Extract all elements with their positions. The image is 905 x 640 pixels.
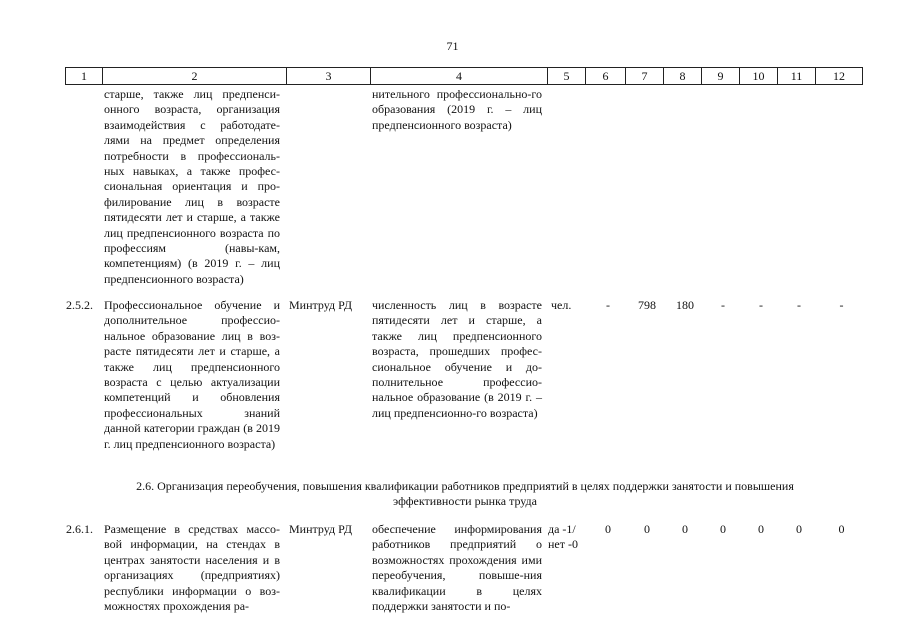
unit-line: да -1/ [548, 522, 576, 536]
row-number: 2.5.2. [66, 298, 93, 312]
value-2022: 0 [758, 522, 764, 536]
value-2022: - [759, 298, 763, 312]
column-header: 4 [371, 68, 548, 85]
column-header: 2 [103, 68, 287, 85]
indicator: численность лиц в возрасте пятидесяти лет и старше, а также лиц предпенсионного возраста, прошедших профес-сиональное обучение и до-полнительное профессио-нальное образование (в 2019 г. – лиц предпенсионно-го возраста) [372, 298, 542, 420]
value-2024: 0 [838, 522, 845, 536]
measure-name: Размещение в средствах массо-вой информации, на стендах в центрах занятости населения и в организациях (предприятиях) республики информации о воз-можностях прохождения ра- [104, 522, 280, 614]
value-2023: 0 [796, 522, 802, 536]
value-2024: - [839, 298, 844, 312]
column-header: 3 [287, 68, 371, 85]
value-2021: - [721, 298, 725, 312]
section-heading-line: 2.6. Организация переобучения, повышения квалификации работников предприятий в целях поддержки занятости и повышения [136, 479, 794, 493]
column-header: 12 [816, 68, 863, 85]
column-header: 10 [740, 68, 778, 85]
value-2021: 0 [720, 522, 726, 536]
column-header: 9 [702, 68, 740, 85]
unit [548, 522, 588, 553]
unit: чел. [551, 298, 572, 312]
continuation-indicator-text: нительного профессионально-го образования (2019 г. – лиц предпенсионного возраста) [372, 87, 542, 132]
row-number: 2.6.1. [66, 522, 93, 536]
value-2018: - [606, 298, 610, 312]
column-header: 7 [626, 68, 664, 85]
section-heading-line: эффективности рынка труда [393, 494, 537, 509]
value-2019: 0 [644, 522, 650, 536]
continuation-measure-text: старше, также лиц предпенси-онного возраста, организация взаимодействия с работодате-лями на предмет определения потребности в профессиональ-ных навыках, а также профес-сиональная ориентация и про-филирование лиц в возрасте пятидесяти лет и старше, а также лиц предпенсионного возраста по профессиям (навы-кам, компетенциям) (в 2019 г. – лиц предпенсионного возраста) [104, 87, 280, 286]
column-header-row [65, 67, 863, 85]
column-header: 1 [66, 68, 103, 85]
page-number: 71 [446, 39, 459, 53]
column-header: 8 [664, 68, 702, 85]
value-2019: 798 [638, 298, 656, 312]
executor: Минтруд РД [289, 298, 353, 312]
value-2020: 180 [676, 298, 694, 312]
value-2023: - [797, 298, 801, 312]
value-2020: 0 [682, 522, 688, 536]
executor: Минтруд РД [289, 522, 353, 536]
value-2018: 0 [605, 522, 611, 536]
indicator: обеспечение информирования работников предприятий о возможностях прохождения ими переобучения, повыше-ния квалификации в целях поддержки занятости и по- [372, 522, 542, 614]
section-heading-2-6 [100, 479, 830, 510]
column-header: 6 [586, 68, 626, 85]
column-header: 5 [548, 68, 586, 85]
column-header: 11 [778, 68, 816, 85]
unit-line: нет -0 [548, 537, 578, 552]
measure-name: Профессиональное обучение и дополнительное профессио-нальное образование лиц в воз-расте пятидесяти лет и старше, а также лиц предпенсионного возраста с целью актуализации компетенций и обновления профессиональных знаний данной категории граждан (в 2019 г. лиц предпенсионного возраста) [104, 298, 280, 451]
